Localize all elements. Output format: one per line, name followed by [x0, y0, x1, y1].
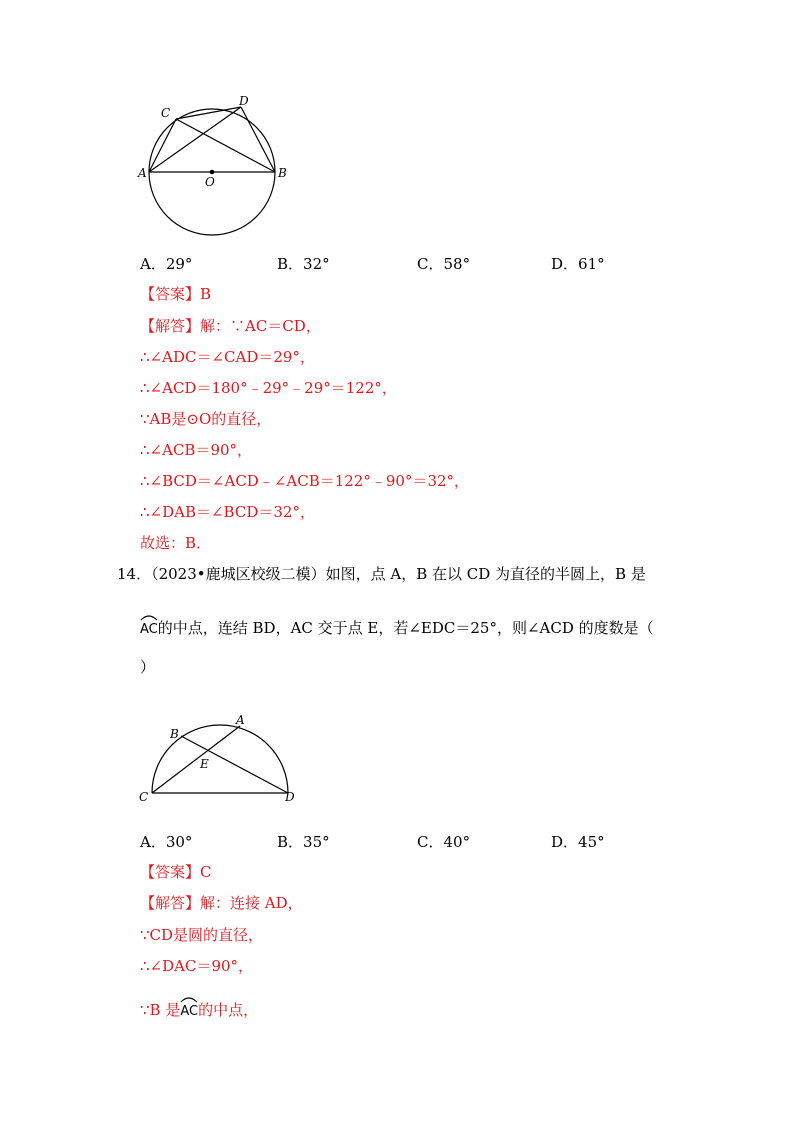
- option-b[interactable]: [277, 832, 330, 852]
- option-value: 45°: [578, 833, 605, 851]
- option-value: 30°: [165, 833, 193, 851]
- circle-figure-q13: [135, 90, 295, 250]
- option-label: B．: [277, 255, 304, 273]
- option-label: C．: [417, 255, 444, 273]
- solution-line: [140, 1000, 258, 1022]
- label-a: A: [236, 713, 245, 727]
- label-c: C: [139, 790, 149, 804]
- solution-suffix: 的中点，: [198, 1001, 259, 1019]
- question-stem: （2023•鹿城区校级二模）如图，点 A，B 在以 CD 为直径的半圆上，B 是: [151, 565, 646, 583]
- option-label: D．: [551, 255, 579, 273]
- option-label: C．: [417, 833, 444, 851]
- option-d[interactable]: [551, 832, 605, 852]
- label-a: A: [138, 166, 147, 180]
- label-b: B: [170, 727, 179, 741]
- solution-line: ∴∠ACB＝90°，: [140, 441, 253, 459]
- answer-line: 【答案】B: [140, 285, 212, 303]
- arc-hat-icon: [140, 613, 158, 621]
- label-d: D: [285, 790, 295, 804]
- question-14-line3: ）: [140, 658, 156, 676]
- solution-line: ∵AB是⊙O的直径，: [140, 410, 272, 428]
- semicircle-figure-q14: [130, 708, 310, 808]
- arc-label: AC: [140, 622, 158, 637]
- option-label: A．: [140, 833, 166, 851]
- solution-prefix: ∵B 是: [140, 1001, 181, 1019]
- label-c: C: [161, 106, 171, 120]
- option-value: 29°: [165, 255, 193, 273]
- question-14-line1: [117, 564, 646, 584]
- solution-line: 故选：B．: [140, 534, 212, 552]
- label-d: D: [239, 94, 249, 108]
- solution-line: ∴∠ADC＝∠CAD＝29°，: [140, 348, 315, 366]
- arc-ac-symbol: [140, 620, 158, 640]
- arc-hat-icon: [180, 995, 198, 1003]
- option-a[interactable]: [140, 832, 192, 852]
- question-number: 14．: [117, 565, 152, 583]
- solution-line: 【解答】解：∵AC＝CD，: [140, 317, 321, 335]
- option-value: 40°: [443, 833, 471, 851]
- option-c[interactable]: [417, 254, 470, 274]
- option-value: 32°: [303, 255, 330, 273]
- option-value: 61°: [578, 255, 605, 273]
- option-c[interactable]: [417, 832, 470, 852]
- option-label: B．: [277, 833, 304, 851]
- arc-label: AC: [180, 1004, 199, 1019]
- arc-ac-symbol: [180, 1002, 198, 1022]
- solution-line: ∴∠DAB＝∠BCD＝32°，: [140, 503, 315, 521]
- option-label: D．: [551, 833, 579, 851]
- label-e: E: [200, 757, 209, 771]
- label-o: O: [205, 175, 215, 189]
- solution-line: ∴∠DAC＝90°，: [140, 957, 254, 975]
- option-value: 58°: [443, 255, 471, 273]
- option-value: 35°: [303, 833, 330, 851]
- option-a[interactable]: [140, 254, 192, 274]
- option-b[interactable]: [277, 254, 330, 274]
- option-label: A．: [140, 255, 166, 273]
- solution-line: 【解答】解：连接 AD，: [140, 894, 303, 912]
- answer-line: 【答案】C: [140, 863, 212, 881]
- option-d[interactable]: [551, 254, 605, 274]
- question-stem: 的中点，连结 BD，AC 交于点 E，若∠EDC＝25°，则∠ACD 的度数是（: [157, 619, 654, 637]
- solution-line: ∵CD是圆的直径，: [140, 926, 264, 944]
- solution-line: ∴∠BCD＝∠ACD﹣∠ACB＝122°﹣90°＝32°，: [140, 472, 470, 490]
- label-b: B: [278, 166, 287, 180]
- question-14-line2: [140, 618, 654, 640]
- solution-line: ∴∠ACD＝180°﹣29°﹣29°＝122°，: [140, 379, 397, 397]
